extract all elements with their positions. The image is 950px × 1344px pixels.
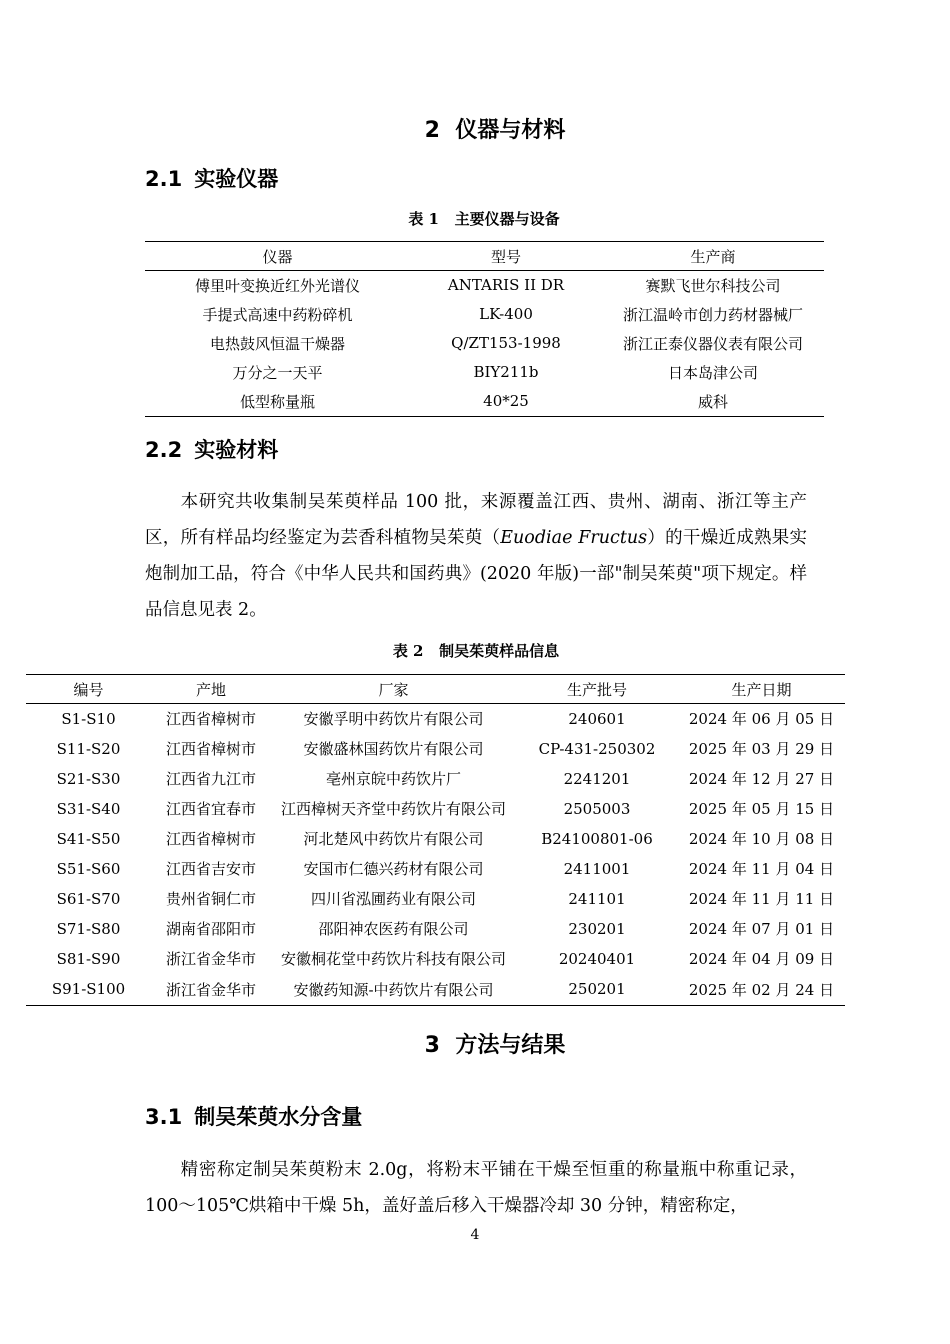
table-cell: S21-S30 — [56, 769, 121, 788]
table-cell: 四川省泓圃药业有限公司 — [310, 890, 476, 908]
table2-header: 生产批号 — [516, 675, 678, 704]
table2-caption — [145, 641, 807, 661]
table-cell: 250201 — [516, 974, 678, 1006]
table-cell: 江西省吉安市 — [165, 860, 256, 878]
table-cell: 2025 年 05 月 15 日 — [688, 800, 835, 818]
section-title: 实验材料 — [194, 438, 279, 462]
table-cell: 江西省樟树市 — [165, 830, 256, 848]
table-cell: 威科 — [602, 387, 824, 417]
latin-name: Euodiae Fructus — [500, 528, 648, 548]
table-cell: 湖南省邵阳市 — [165, 920, 256, 938]
table-cell: 2024 年 10 月 08 日 — [688, 830, 835, 848]
table-row — [26, 764, 845, 794]
table-cell: 赛默飞世尔科技公司 — [645, 276, 781, 295]
table-cell: 安徽孚明中药饮片有限公司 — [303, 710, 484, 729]
table-cell: 2025 年 03 月 29 日 — [688, 740, 835, 758]
section-title: 制吴茱萸水分含量 — [194, 1105, 363, 1129]
table-cell: 2024 年 12 月 27 日 — [688, 770, 835, 788]
table-cell: 安国市仁德兴药材有限公司 — [303, 860, 484, 878]
table-cell: B24100801-06 — [541, 829, 653, 848]
table1-header: 生产商 — [602, 242, 824, 271]
section-heading-3-1 — [145, 1103, 362, 1131]
section-number: 2.2 — [145, 438, 183, 462]
table-row — [145, 329, 824, 358]
table-cell: CP-431-250302 — [538, 739, 656, 758]
table-row — [26, 884, 845, 914]
table-cell: 日本岛津公司 — [667, 363, 758, 382]
table-cell: 2241201 — [563, 769, 631, 788]
table-cell: 安徽药知源-中药饮片有限公司 — [271, 974, 516, 1006]
table-cell: 河北楚风中药饮片有限公司 — [303, 830, 484, 848]
table-cell: 20240401 — [558, 949, 636, 968]
table-cell: 2024 年 06 月 05 日 — [688, 710, 835, 729]
table-cell: 万分之一天平 — [232, 363, 323, 382]
table-cell: S31-S40 — [56, 799, 121, 818]
table-cell: Q/ZT153-1998 — [451, 334, 561, 352]
materials-paragraph — [145, 484, 807, 628]
table-row — [26, 944, 845, 974]
table-cell: LK-400 — [479, 305, 533, 323]
table-cell: 安徽桐花堂中药饮片科技有限公司 — [280, 950, 506, 968]
chapter-number: 2 — [424, 118, 440, 143]
table-row — [26, 824, 845, 854]
table2 — [26, 674, 845, 1006]
table1-caption-number: 表 1 — [408, 210, 439, 228]
table-cell: 2024 年 11 月 04 日 — [688, 860, 835, 878]
table-row — [26, 914, 845, 944]
table-cell: 2025 年 02 月 24 日 — [678, 974, 845, 1006]
table-cell: 江西樟树天齐堂中药饮片有限公司 — [280, 800, 506, 818]
table-cell: 2411001 — [563, 859, 631, 878]
table-cell: S41-S50 — [56, 829, 121, 848]
table-cell: S81-S90 — [56, 949, 121, 968]
table2-caption-text: 制吴茱萸样品信息 — [439, 642, 560, 660]
table1-caption — [145, 209, 823, 229]
table-cell: ANTARIS II DR — [447, 276, 565, 295]
table-row — [145, 387, 824, 417]
chapter-number: 3 — [424, 1033, 440, 1058]
table-cell: 低型称量瓶 — [145, 387, 410, 417]
table2-header: 编号 — [26, 675, 151, 704]
table-cell: S61-S70 — [56, 889, 121, 908]
table-cell: 亳州京皖中药饮片厂 — [325, 770, 461, 788]
table-cell: S91-S100 — [26, 974, 151, 1006]
table-cell: 浙江省金华市 — [151, 974, 271, 1006]
page-number: 4 — [470, 1227, 480, 1243]
table-cell: 安徽盛林国药饮片有限公司 — [303, 740, 484, 758]
table2-caption-number: 表 2 — [392, 642, 424, 660]
section-heading-2-2 — [145, 436, 278, 464]
table-cell: 2505003 — [563, 799, 631, 818]
table-cell: 江西省樟树市 — [165, 740, 256, 758]
table-row — [26, 704, 845, 734]
section-heading-2-1 — [145, 165, 278, 193]
table-cell: 2024 年 07 月 01 日 — [688, 920, 835, 938]
chapter-heading-3 — [0, 1031, 950, 1061]
table-cell: 230201 — [568, 919, 626, 938]
table-row — [26, 734, 845, 764]
section-number: 3.1 — [145, 1105, 183, 1129]
table-cell: 手提式高速中药粉碎机 — [202, 305, 353, 324]
table-cell: 2024 年 04 月 09 日 — [688, 950, 835, 968]
paragraph-text: 本研究共收集制吴茱萸样品 100 批，来源覆盖江西、贵州、湖南、浙江等主产区，所有样品均经鉴定为芸香科植物吴茱萸（ — [145, 492, 807, 548]
table-row — [145, 358, 824, 387]
table-cell: 浙江温岭市创力药材器械厂 — [622, 305, 803, 324]
table-cell: S1-S10 — [61, 709, 116, 728]
table-cell: 241101 — [568, 889, 626, 908]
table-cell: 江西省樟树市 — [165, 710, 256, 729]
chapter-heading-2 — [0, 116, 950, 146]
table-cell: 240601 — [568, 709, 626, 728]
table1-header: 仪器 — [145, 242, 410, 271]
section-title: 实验仪器 — [194, 167, 279, 191]
table-cell: 浙江正泰仪器仪表有限公司 — [622, 334, 803, 353]
table-cell: 贵州省铜仁市 — [165, 890, 256, 908]
table-cell: 江西省九江市 — [165, 770, 256, 788]
moisture-paragraph — [145, 1152, 807, 1224]
table1 — [145, 241, 824, 417]
table-cell: S11-S20 — [56, 739, 121, 758]
table-cell: 浙江省金华市 — [165, 950, 256, 968]
table-row — [145, 271, 824, 300]
table-row — [26, 794, 845, 824]
table-cell: S51-S60 — [56, 859, 121, 878]
table-cell: 邵阳神农医药有限公司 — [318, 920, 469, 938]
table1-header: 型号 — [410, 242, 602, 271]
table-cell: BIY211b — [473, 363, 539, 381]
table2-header: 产地 — [151, 675, 271, 704]
chapter-title: 方法与结果 — [455, 1033, 566, 1058]
table1-caption-text: 主要仪器与设备 — [454, 210, 560, 228]
table2-header: 生产日期 — [678, 675, 845, 704]
table-cell: 40*25 — [410, 387, 602, 417]
table-cell: S71-S80 — [56, 919, 121, 938]
section-number: 2.1 — [145, 167, 183, 191]
table-row — [26, 854, 845, 884]
table-row — [26, 974, 845, 1006]
table-cell: 傅里叶变换近红外光谱仪 — [194, 276, 360, 295]
table-cell: 2024 年 11 月 11 日 — [688, 890, 835, 908]
paragraph-text: 精密称定制吴茱萸粉末 2.0g，将粉末平铺在干燥至恒重的称量瓶中称重记录，100～105℃烘箱中干燥 5h，盖好盖后移入干燥器冷却 30 分钟，精密称定， — [145, 1160, 807, 1216]
table-row — [145, 300, 824, 329]
chapter-title: 仪器与材料 — [455, 118, 566, 143]
table2-header: 厂家 — [271, 675, 516, 704]
table-cell: 江西省宜春市 — [165, 800, 256, 818]
paragraph-text: ）的干燥近成熟果实炮制加工品，符合《中华人民共和国药典》(2020 年版)一部"制吴茱萸"项下规定。样品信息见表 2。 — [145, 528, 808, 620]
table-cell: 电热鼓风恒温干燥器 — [209, 334, 345, 353]
